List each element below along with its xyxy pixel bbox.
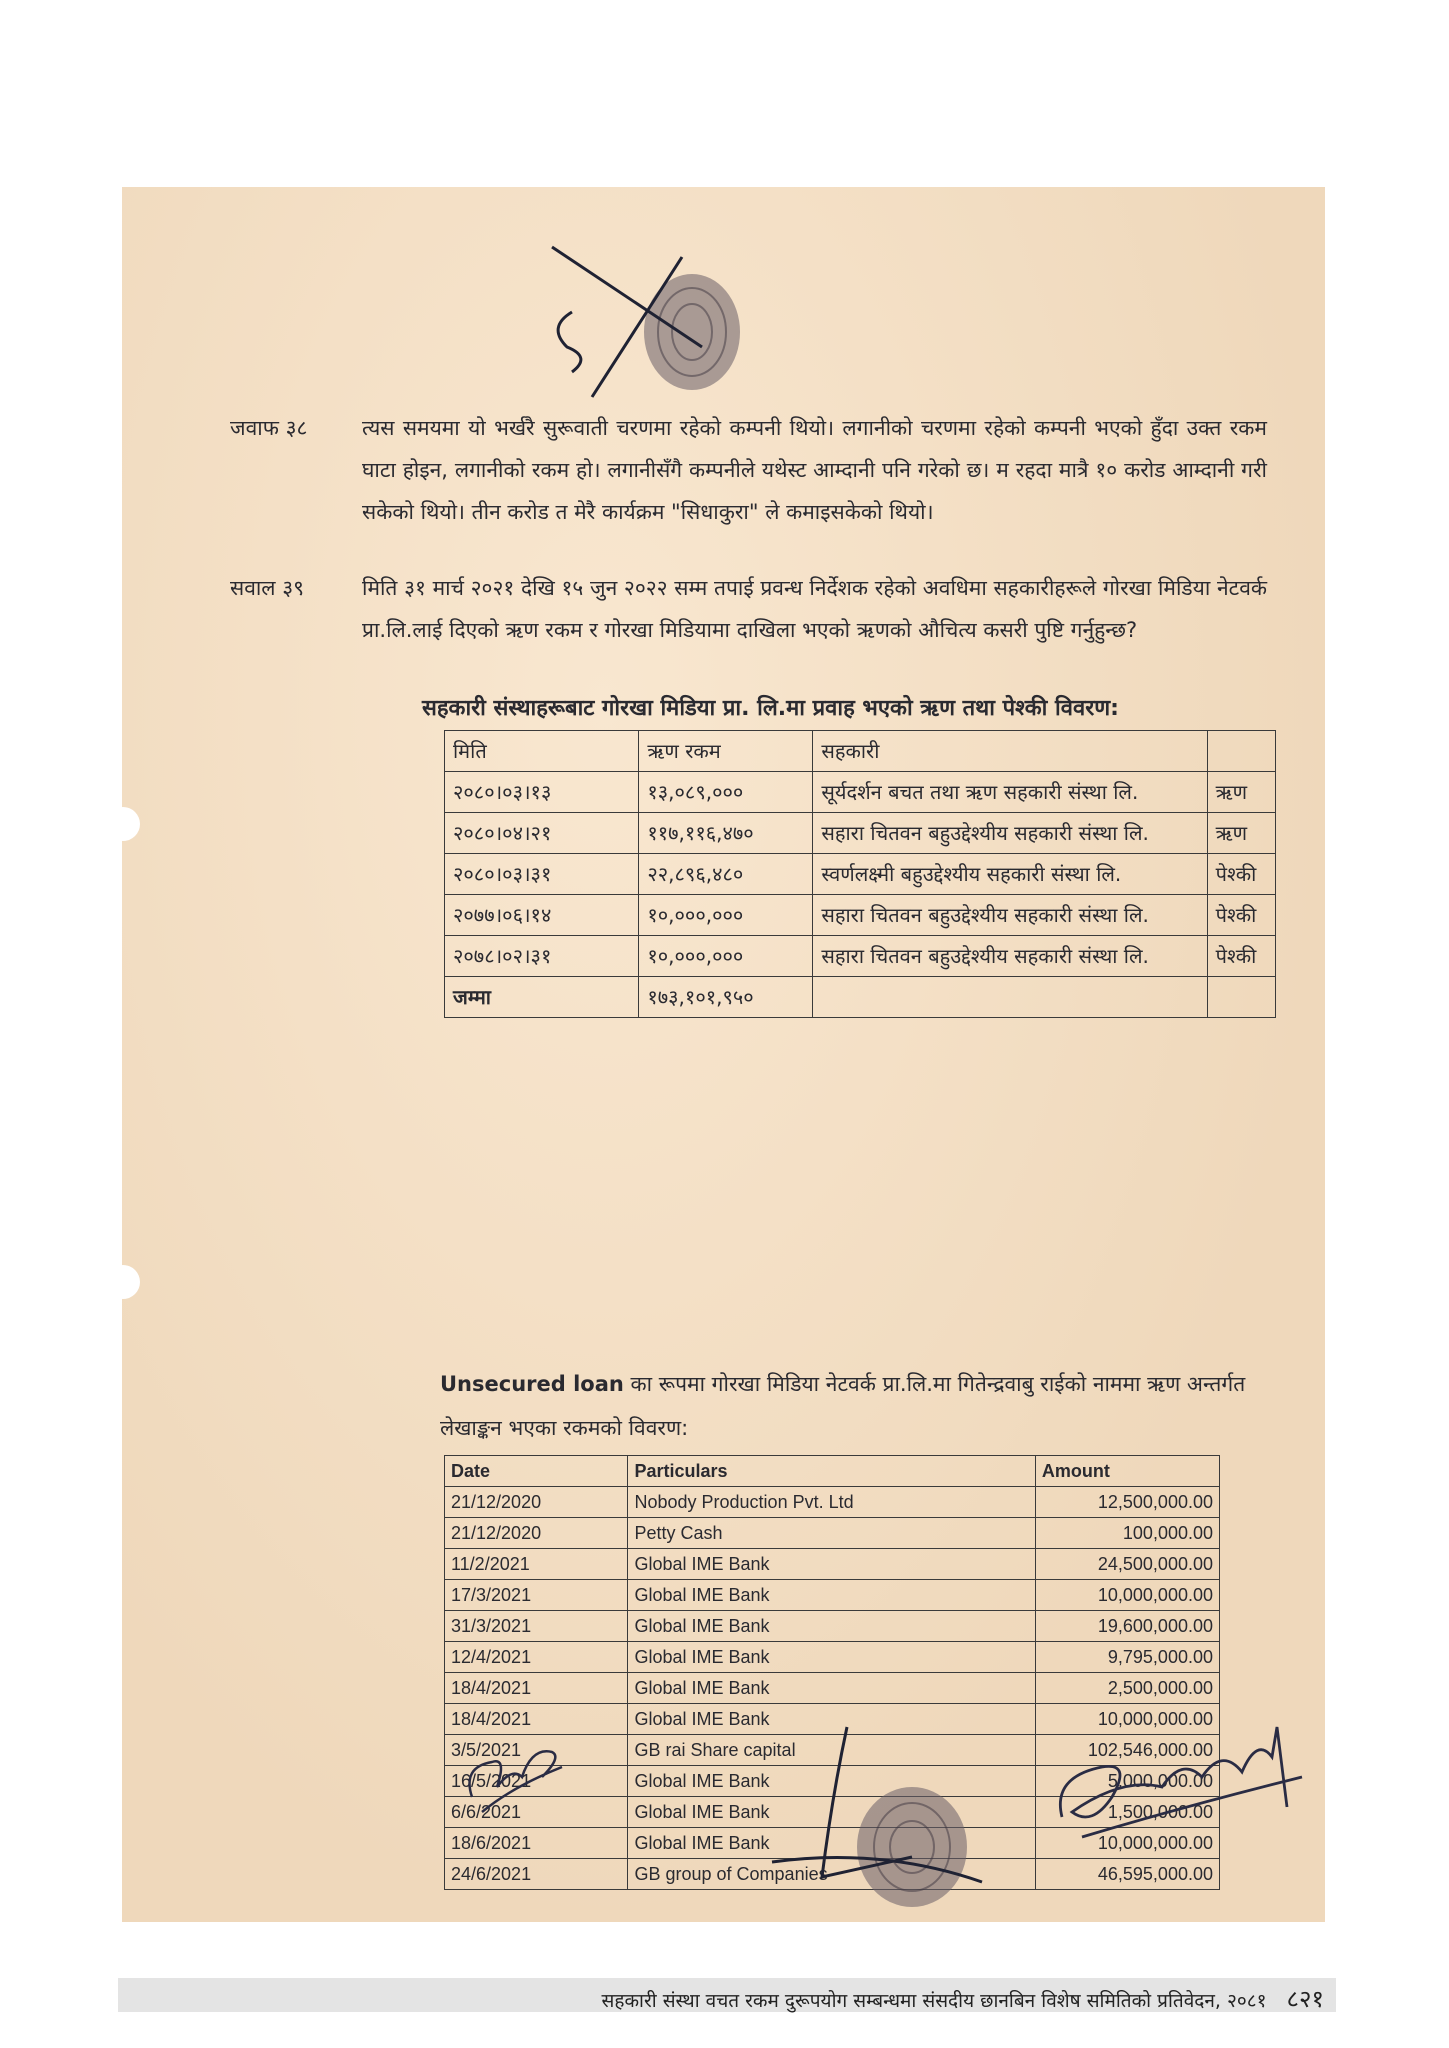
col-header-coop: सहकारी (813, 731, 1207, 772)
cell-amount: 19,600,000.00 (1035, 1611, 1219, 1642)
table-row (445, 1487, 1220, 1518)
col-header-amount: Amount (1035, 1456, 1219, 1487)
cell-coop: सहारा चितवन बहुउद्देश्यीय सहकारी संस्था लि. (813, 813, 1207, 854)
table-row (445, 1642, 1220, 1673)
cell-amount: 12,500,000.00 (1035, 1487, 1219, 1518)
total-label: जम्मा (445, 977, 639, 1018)
cell-coop: सहारा चितवन बहुउद्देश्यीय सहकारी संस्था लि. (813, 895, 1207, 936)
cell-date: 24/6/2021 (445, 1859, 628, 1890)
cell-type: पेश्की (1207, 854, 1275, 895)
cell-type: पेश्की (1207, 936, 1275, 977)
coop-table-title: सहकारी संस्थाहरूबाट गोरखा मिडिया प्रा. लि.मा प्रवाह भएको ऋण तथा पेश्की विवरण: (422, 696, 1119, 721)
scanned-page (122, 187, 1325, 1922)
cell-date: 16/5/2021 (445, 1766, 628, 1797)
col-header-date: Date (445, 1456, 628, 1487)
unsecured-title-np: का रूपमा गोरखा मिडिया नेटवर्क प्रा.लि.मा गितेन्द्रवाबु राईको नाममा ऋण अन्तर्गत लेखाङ्कन भएका रकमको विवरण: (440, 1372, 1246, 1440)
cell-particulars: GB group of Companies (628, 1859, 1035, 1890)
table-row (445, 895, 1276, 936)
cell-date: 6/6/2021 (445, 1797, 628, 1828)
footer-report-title: सहकारी संस्था वचत रकम दुरूपयोग सम्बन्धमा संसदीय छानबिन विशेष समितिको प्रतिवेदन, २०८१ (601, 1990, 1267, 2012)
cell-type: ऋण (1207, 772, 1275, 813)
footer-bar (118, 1978, 1336, 2012)
cell-date: 18/6/2021 (445, 1828, 628, 1859)
cell-amount: १३,०८९,००० (639, 772, 813, 813)
cell-coop: सूर्यदर्शन बचत तथा ऋण सहकारी संस्था लि. (813, 772, 1207, 813)
cell-date: 17/3/2021 (445, 1580, 628, 1611)
footer-text (602, 1982, 1324, 2015)
cell-date: 18/4/2021 (445, 1704, 628, 1735)
cell-amount: १०,०००,००० (639, 936, 813, 977)
cell-particulars: Global IME Bank (628, 1580, 1035, 1611)
cell-date: 11/2/2021 (445, 1549, 628, 1580)
cell-date: 31/3/2021 (445, 1611, 628, 1642)
cell-type: ऋण (1207, 813, 1275, 854)
table-row (445, 772, 1276, 813)
signature-thumbprint-top (452, 187, 772, 412)
cell-date: 3/5/2021 (445, 1735, 628, 1766)
cell-amount: 102,546,000.00 (1035, 1735, 1219, 1766)
table-header-row (445, 1456, 1220, 1487)
empty-cell (1207, 977, 1275, 1018)
cell-date: २०७७।०६।१४ (445, 895, 639, 936)
table-row (445, 1580, 1220, 1611)
cell-amount: ११७,११६,४७० (639, 813, 813, 854)
table-row (445, 1673, 1220, 1704)
col-header-type (1207, 731, 1275, 772)
table-header-row (445, 731, 1276, 772)
cell-amount: 2,500,000.00 (1035, 1673, 1219, 1704)
cell-date: 21/12/2020 (445, 1518, 628, 1549)
cell-amount: 5,000,000.00 (1035, 1766, 1219, 1797)
col-header-particulars: Particulars (628, 1456, 1035, 1487)
cell-amount: 10,000,000.00 (1035, 1704, 1219, 1735)
cell-amount: 10,000,000.00 (1035, 1828, 1219, 1859)
unsecured-loan-heading (440, 1362, 1270, 1450)
cell-amount: 24,500,000.00 (1035, 1549, 1219, 1580)
empty-cell (813, 977, 1207, 1018)
signature-left (452, 1727, 582, 1822)
coop-loan-table (444, 730, 1276, 1018)
cell-amount: 46,595,000.00 (1035, 1859, 1219, 1890)
cell-particulars: Global IME Bank (628, 1704, 1035, 1735)
table-row (445, 813, 1276, 854)
cell-coop: स्वर्णलक्ष्मी बहुउद्देश्यीय सहकारी संस्था लि. (813, 854, 1207, 895)
cell-particulars: Global IME Bank (628, 1642, 1035, 1673)
cell-type: पेश्की (1207, 895, 1275, 936)
cell-particulars: Petty Cash (628, 1518, 1035, 1549)
cell-particulars: Global IME Bank (628, 1797, 1035, 1828)
answer-label: जवाफ ३८ (230, 416, 308, 440)
cell-date: २०७८।०२।३१ (445, 936, 639, 977)
cell-particulars: GB rai Share capital (628, 1735, 1035, 1766)
cell-particulars: Nobody Production Pvt. Ltd (628, 1487, 1035, 1518)
cell-date: 12/4/2021 (445, 1642, 628, 1673)
cell-particulars: Global IME Bank (628, 1549, 1035, 1580)
signature-right (1042, 1717, 1322, 1847)
cell-coop: सहारा चितवन बहुउद्देश्यीय सहकारी संस्था लि. (813, 936, 1207, 977)
cell-amount: 9,795,000.00 (1035, 1642, 1219, 1673)
cell-amount: १०,०००,००० (639, 895, 813, 936)
cell-date: 21/12/2020 (445, 1487, 628, 1518)
cell-particulars: Global IME Bank (628, 1766, 1035, 1797)
cell-date: २०८०।०४।२१ (445, 813, 639, 854)
table-row (445, 1549, 1220, 1580)
table-row (445, 936, 1276, 977)
table-row (445, 1518, 1220, 1549)
punch-hole (106, 807, 140, 841)
cell-particulars: Global IME Bank (628, 1673, 1035, 1704)
punch-hole (106, 1265, 140, 1299)
cell-amount: 100,000.00 (1035, 1518, 1219, 1549)
cell-amount: 1,500,000.00 (1035, 1797, 1219, 1828)
signature-thumbprint-bottom (762, 1707, 1012, 1917)
unsecured-title-en: Unsecured loan (440, 1372, 624, 1396)
answer-text: त्यस समयमा यो भर्खरै सुरूवाती चरणमा रहेको कम्पनी थियो। लगानीको चरणमा रहेको कम्पनी भएको हुँदा उक्त रकम घाटा होइन, लगानीको रकम हो। लगानीसँगै कम्पनीले यथेस्ट आम्दानी पनि गरेको छ। म रहदा मात्रै १० करोड आम्दानी गरी सकेको थियो। तीन करोड त मेरै कार्यक्रम "सिधाकुरा" ले कमाइसकेको थियो। (362, 416, 1267, 524)
table-row (445, 854, 1276, 895)
cell-particulars: Global IME Bank (628, 1828, 1035, 1859)
col-header-date: मिति (445, 731, 639, 772)
total-amount: १७३,१०१,९५० (639, 977, 813, 1018)
cell-date: 18/4/2021 (445, 1673, 628, 1704)
question-label: सवाल ३९ (230, 576, 305, 600)
cell-date: २०८०।०३।३१ (445, 854, 639, 895)
table-row (445, 1611, 1220, 1642)
cell-date: २०८०।०३।१३ (445, 772, 639, 813)
col-header-amount: ऋण रकम (639, 731, 813, 772)
page-number: ८२१ (1286, 1985, 1324, 2013)
table-total-row (445, 977, 1276, 1018)
cell-particulars: Global IME Bank (628, 1611, 1035, 1642)
cell-amount: २२,८९६,४८० (639, 854, 813, 895)
question-text: मिति ३१ मार्च २०२१ देखि १५ जुन २०२२ सम्म तपाई प्रवन्ध निर्देशक रहेको अवधिमा सहकारीहरूले गोरखा मिडिया नेटवर्क प्रा.लि.लाई दिएको ऋण रकम र गोरखा मिडियामा दाखिला भएको ऋणको औचित्य कसरी पुष्टि गर्नुहुन्छ? (362, 576, 1267, 642)
cell-amount: 10,000,000.00 (1035, 1580, 1219, 1611)
